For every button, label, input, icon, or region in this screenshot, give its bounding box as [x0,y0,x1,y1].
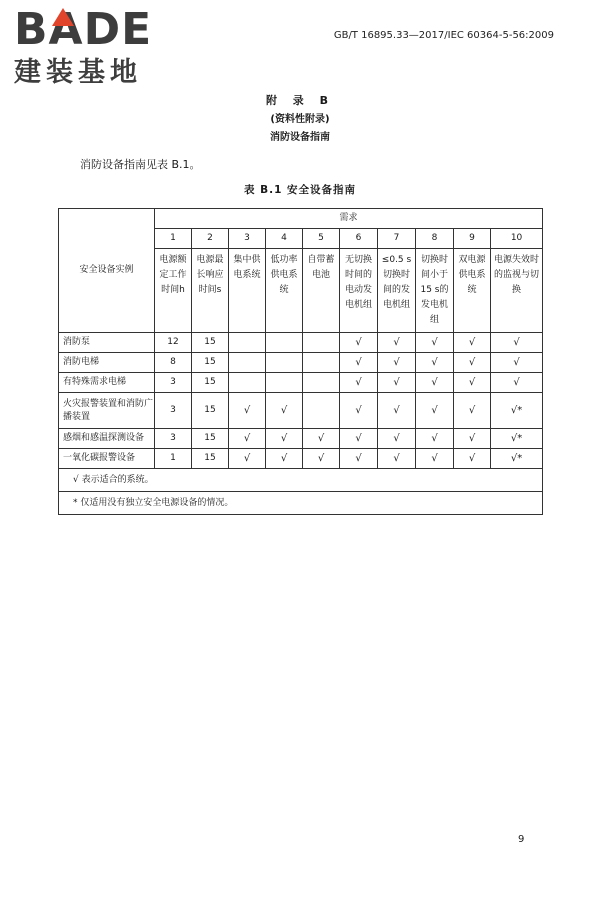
column-header-cell: 集中供电系统 [229,249,266,333]
logo-triangle-icon [52,8,74,26]
footnote-1: √ 表示适合的系统。 [59,469,543,492]
table-cell: √ [378,353,416,373]
column-number-cell: 1 [155,229,192,249]
column-header-cell: ≤0.5 s切换时间的发电机组 [378,249,416,333]
table-row [59,373,543,393]
column-header-cell: 自带蓄电池 [303,249,340,333]
table-cell: √ [454,429,491,449]
column-header-cell: 电源额定工作时间h [155,249,192,333]
table-cell: 15 [192,393,229,429]
table-cell: √ [416,353,454,373]
column-number-cell: 8 [416,229,454,249]
table-cell: √ [454,449,491,469]
table-cell: 1 [155,449,192,469]
table-cell: √* [491,429,543,449]
table-cell [266,333,303,353]
table-cell: 12 [155,333,192,353]
table-cell: 15 [192,429,229,449]
column-header-cell: 低功率供电系统 [266,249,303,333]
column-header-cell: 双电源供电系统 [454,249,491,333]
table-cell: √ [491,353,543,373]
table-cell: √ [266,429,303,449]
equipment-name-cell: 火灾报警装置和消防广播装置 [59,393,155,429]
equipment-name-cell: 有特殊需求电梯 [59,373,155,393]
table-cell: 8 [155,353,192,373]
equipment-name-cell: 感烟和感温探测设备 [59,429,155,449]
table-cell: √* [491,393,543,429]
table-cell [266,373,303,393]
table-cell: √ [303,429,340,449]
table-cell: √ [416,393,454,429]
table-cell: √ [340,373,378,393]
table-cell: √ [378,333,416,353]
table-cell: √ [491,333,543,353]
table-cell: 3 [155,429,192,449]
table-cell: √ [416,373,454,393]
column-header-cell: 无切换时间的电动发电机组 [340,249,378,333]
table-cell: √ [340,353,378,373]
logo-wordmark: BADE [14,4,153,55]
table-cell [303,333,340,353]
table-row [59,333,543,353]
appendix-subtitle: 消防设备指南 [270,132,330,143]
table-row [59,393,543,429]
table-cell [303,353,340,373]
table-cell: √ [266,393,303,429]
table-cell: √* [491,449,543,469]
table-cell [266,353,303,373]
column-number-cell: 6 [340,229,378,249]
table-cell: √ [454,373,491,393]
table-cell: √ [454,333,491,353]
column-number-cell: 9 [454,229,491,249]
brand-logo [14,4,174,90]
page-number: 9 [518,834,525,845]
row-header-cell: 安全设备实例 [59,209,155,333]
group-header-cell: 需求 [155,209,543,229]
column-number-cell: 7 [378,229,416,249]
table-cell: √ [378,393,416,429]
table-cell: √ [340,449,378,469]
table-cell [229,353,266,373]
table-cell: √ [340,333,378,353]
table-cell: √ [229,393,266,429]
table-cell: √ [491,373,543,393]
appendix-note: (资料性附录) [270,114,330,125]
table-cell: 15 [192,353,229,373]
table-cell: √ [416,429,454,449]
table-cell: √ [416,333,454,353]
table-cell: 15 [192,449,229,469]
table-row [59,449,543,469]
footnote-2: * 仅适用没有独立安全电源设备的情况。 [59,492,543,515]
table-cell: √ [454,393,491,429]
table-cell: √ [303,449,340,469]
table-cell [303,373,340,393]
table-cell: √ [416,449,454,469]
table-cell: √ [454,353,491,373]
table-row [59,353,543,373]
safety-equipment-table [58,208,543,515]
table-title: 表 B.1 安全设备指南 [243,184,357,196]
table-cell: √ [378,429,416,449]
table-cell: 3 [155,393,192,429]
column-number-cell: 10 [491,229,543,249]
table-cell: √ [229,429,266,449]
table-cell: 15 [192,373,229,393]
intro-text: 消防设备指南见表 B.1。 [80,158,201,171]
equipment-name-cell: 一氧化碳报警设备 [59,449,155,469]
column-header-cell: 切换时间小于15 s的发电机组 [416,249,454,333]
equipment-name-cell: 消防泵 [59,333,155,353]
table-row [59,429,543,449]
table-cell: √ [266,449,303,469]
column-header-cell: 电源最长响应时间s [192,249,229,333]
logo-subtitle: 建装基地 [14,57,142,88]
appendix-title: 附 录 B [265,94,335,107]
table-cell [229,333,266,353]
table-cell: √ [340,393,378,429]
column-number-cell: 4 [266,229,303,249]
column-header-cell: 电源失效时的监视与切换 [491,249,543,333]
column-number-cell: 3 [229,229,266,249]
table-cell: √ [340,429,378,449]
column-number-cell: 2 [192,229,229,249]
table-cell: √ [378,373,416,393]
table-cell: 15 [192,333,229,353]
table-cell: √ [378,449,416,469]
table-cell: √ [229,449,266,469]
table-cell [303,393,340,429]
table-cell [229,373,266,393]
column-number-cell: 5 [303,229,340,249]
table-cell: 3 [155,373,192,393]
equipment-name-cell: 消防电梯 [59,353,155,373]
standard-code: GB/T 16895.33—2017/IEC 60364-5-56:2009 [333,30,554,41]
